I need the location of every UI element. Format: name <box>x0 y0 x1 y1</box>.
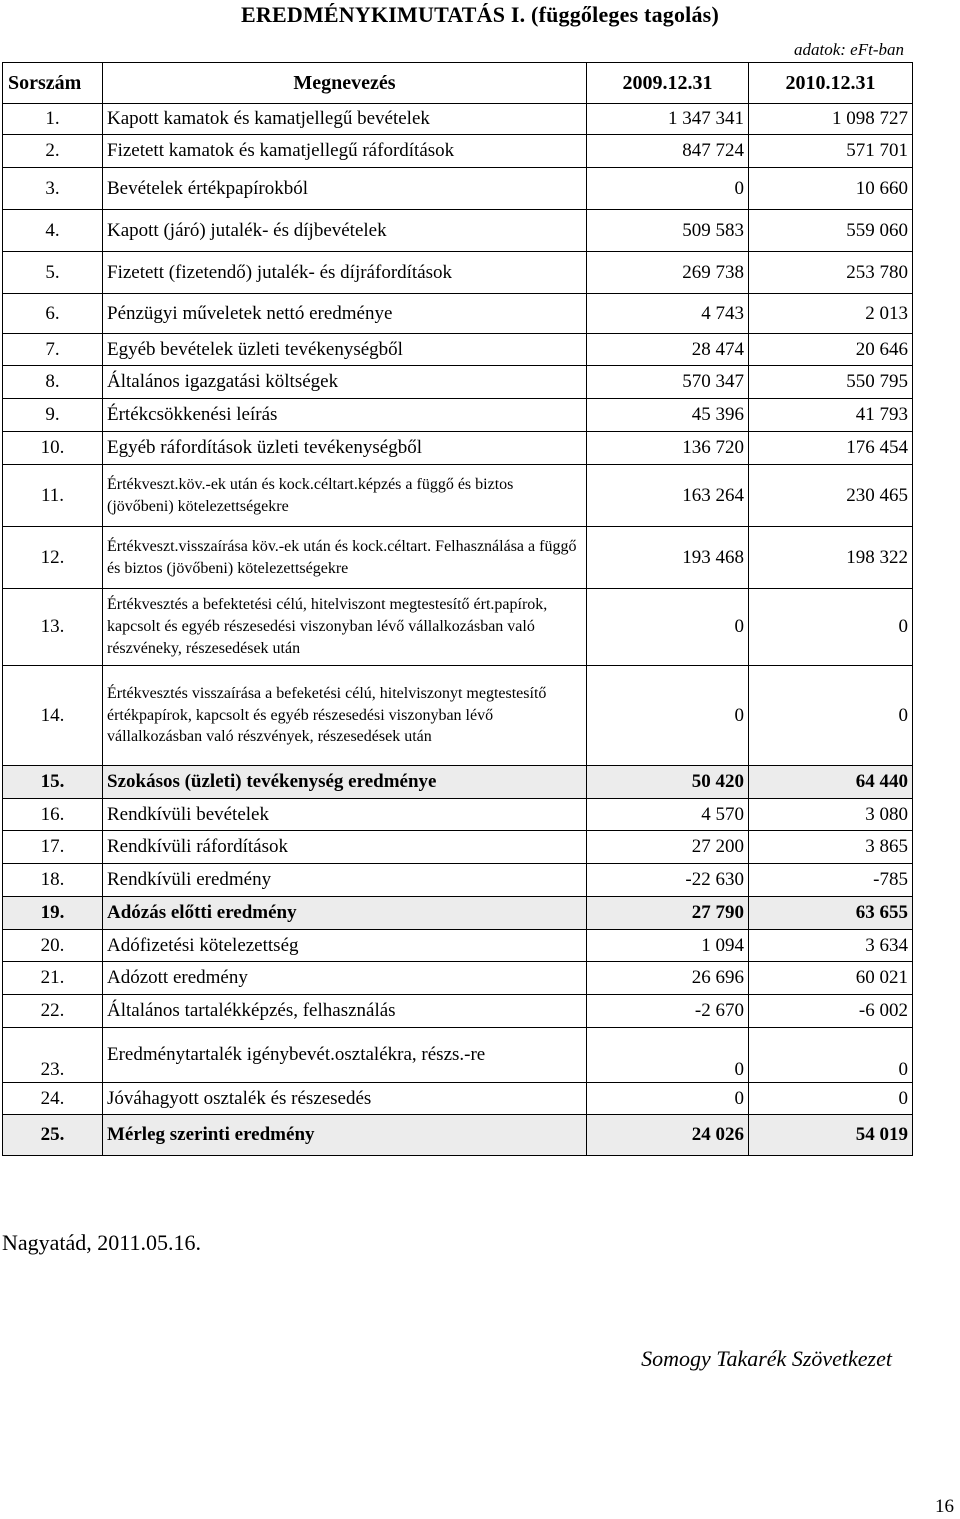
row-number: 4. <box>3 210 103 252</box>
table-row <box>3 432 913 465</box>
row-name: Egyéb bevételek üzleti tevékenységből <box>103 334 587 366</box>
row-number: 16. <box>3 799 103 831</box>
value-2009: 0 <box>587 1083 749 1115</box>
table-row <box>3 864 913 897</box>
row-name: Szokásos (üzleti) tevékenység eredménye <box>103 766 587 799</box>
value-2009: 570 347 <box>587 366 749 399</box>
table-row <box>3 766 913 799</box>
row-name: Jóváhagyott osztalék és részesedés <box>103 1083 587 1115</box>
value-2010: 176 454 <box>749 432 913 465</box>
table-row <box>3 527 913 589</box>
value-2009: 4 570 <box>587 799 749 831</box>
value-2009: 193 468 <box>587 527 749 589</box>
table-row <box>3 799 913 831</box>
value-2009: 4 743 <box>587 294 749 334</box>
row-number: 11. <box>3 465 103 527</box>
value-2010: 63 655 <box>749 897 913 930</box>
value-2009: 0 <box>587 168 749 210</box>
row-name: Adózás előtti eredmény <box>103 897 587 930</box>
row-name: Értékvesztés a befektetési célú, hitelviszont megtestesítő ért.papírok, kapcsolt és egyéb részesedési viszonyban lévő vállalkozásban való részvéneky, részesedések után <box>103 589 587 666</box>
company-name: Somogy Takarék Szövetkezet <box>641 1346 892 1371</box>
value-2010: 230 465 <box>749 465 913 527</box>
value-2009: 1 094 <box>587 930 749 962</box>
table-row <box>3 589 913 666</box>
row-number: 2. <box>3 135 103 168</box>
value-2010: 559 060 <box>749 210 913 252</box>
row-name: Kapott (járó) jutalék- és díjbevételek <box>103 210 587 252</box>
table-row <box>3 1083 913 1115</box>
value-2010: 0 <box>749 589 913 666</box>
value-2009: 28 474 <box>587 334 749 366</box>
row-name: Mérleg szerinti eredmény <box>103 1115 587 1156</box>
row-name: Rendkívüli ráfordítások <box>103 831 587 864</box>
value-2009: 847 724 <box>587 135 749 168</box>
value-2010: 571 701 <box>749 135 913 168</box>
place-date: Nagyatád, 2011.05.16. <box>2 1230 201 1255</box>
row-name: Értékvesztés visszaírása a befeketési célú, hitelviszonyt megtestesítő értékpapírok, kapcsolt és egyéb részesedési viszonyban lévő vállalkozásban való részvények, részesedések után <box>103 666 587 766</box>
row-name: Általános tartalékképzés, felhasználás <box>103 995 587 1028</box>
value-2009: 509 583 <box>587 210 749 252</box>
value-2010: 1 098 727 <box>749 104 913 135</box>
row-name: Értékveszt.köv.-ek után és kock.céltart.képzés a függő és biztos (jövőbeni) kötelezettségekre <box>103 465 587 527</box>
row-number: 25. <box>3 1115 103 1156</box>
row-name: Bevételek értékpapírokból <box>103 168 587 210</box>
table-row <box>3 334 913 366</box>
document-title: EREDMÉNYKIMUTATÁS I. (függőleges tagolás) <box>241 2 719 27</box>
page-number: 16 <box>935 1496 954 1517</box>
value-2010: 54 019 <box>749 1115 913 1156</box>
value-2009: 0 <box>587 1028 749 1083</box>
table-row <box>3 366 913 399</box>
value-2010: 3 865 <box>749 831 913 864</box>
row-name: Fizetett (fizetendő) jutalék- és díjráfordítások <box>103 252 587 294</box>
header-year-2010: 2010.12.31 <box>749 63 913 104</box>
row-name: Rendkívüli bevételek <box>103 799 587 831</box>
value-2010: 550 795 <box>749 366 913 399</box>
row-name: Egyéb ráfordítások üzleti tevékenységből <box>103 432 587 465</box>
unit-note: adatok: eFt-ban <box>794 40 904 59</box>
value-2010: 20 646 <box>749 334 913 366</box>
header-number: Sorszám <box>3 63 103 104</box>
row-number: 19. <box>3 897 103 930</box>
table-row <box>3 104 913 135</box>
row-name: Eredménytartalék igénybevét.osztalékra, részs.-re <box>103 1028 587 1083</box>
table-row <box>3 666 913 766</box>
table-row <box>3 897 913 930</box>
row-number: 17. <box>3 831 103 864</box>
table-row <box>3 1115 913 1156</box>
table-row <box>3 168 913 210</box>
row-number: 1. <box>3 104 103 135</box>
row-number: 21. <box>3 962 103 995</box>
value-2010: 0 <box>749 1083 913 1115</box>
row-name: Adózott eredmény <box>103 962 587 995</box>
row-name: Általános igazgatási költségek <box>103 366 587 399</box>
value-2010: 3 080 <box>749 799 913 831</box>
table-row <box>3 831 913 864</box>
value-2009: 0 <box>587 589 749 666</box>
table-row <box>3 210 913 252</box>
row-name: Értékveszt.visszaírása köv.-ek után és kock.céltart. Felhasználása a függő és biztos (jövőbeni) kötelezettségekre <box>103 527 587 589</box>
table-row <box>3 135 913 168</box>
value-2009: 27 200 <box>587 831 749 864</box>
value-2010: 41 793 <box>749 399 913 432</box>
row-number: 10. <box>3 432 103 465</box>
value-2010: 60 021 <box>749 962 913 995</box>
value-2009: 26 696 <box>587 962 749 995</box>
value-2009: 45 396 <box>587 399 749 432</box>
value-2010: 64 440 <box>749 766 913 799</box>
row-number: 15. <box>3 766 103 799</box>
row-number: 23. <box>3 1028 103 1083</box>
row-name: Fizetett kamatok és kamatjellegű ráfordítások <box>103 135 587 168</box>
value-2009: 0 <box>587 666 749 766</box>
table-row <box>3 399 913 432</box>
value-2009: -2 670 <box>587 995 749 1028</box>
row-name: Pénzügyi műveletek nettó eredménye <box>103 294 587 334</box>
row-number: 9. <box>3 399 103 432</box>
value-2010: 2 013 <box>749 294 913 334</box>
row-number: 22. <box>3 995 103 1028</box>
header-name: Megnevezés <box>103 63 587 104</box>
row-number: 5. <box>3 252 103 294</box>
table-row <box>3 252 913 294</box>
value-2009: 269 738 <box>587 252 749 294</box>
table-row <box>3 930 913 962</box>
header-year-2009: 2009.12.31 <box>587 63 749 104</box>
row-number: 20. <box>3 930 103 962</box>
value-2010: 3 634 <box>749 930 913 962</box>
value-2009: 27 790 <box>587 897 749 930</box>
value-2010: 0 <box>749 1028 913 1083</box>
row-number: 6. <box>3 294 103 334</box>
row-number: 24. <box>3 1083 103 1115</box>
value-2009: 163 264 <box>587 465 749 527</box>
value-2009: -22 630 <box>587 864 749 897</box>
row-name: Kapott kamatok és kamatjellegű bevételek <box>103 104 587 135</box>
row-number: 7. <box>3 334 103 366</box>
row-name: Értékcsökkenési leírás <box>103 399 587 432</box>
value-2010: 10 660 <box>749 168 913 210</box>
value-2009: 1 347 341 <box>587 104 749 135</box>
row-number: 14. <box>3 666 103 766</box>
value-2009: 136 720 <box>587 432 749 465</box>
row-number: 18. <box>3 864 103 897</box>
value-2010: 253 780 <box>749 252 913 294</box>
row-name: Adófizetési kötelezettség <box>103 930 587 962</box>
header-row <box>3 63 913 104</box>
value-2009: 24 026 <box>587 1115 749 1156</box>
table-row <box>3 995 913 1028</box>
value-2009: 50 420 <box>587 766 749 799</box>
row-number: 13. <box>3 589 103 666</box>
value-2010: -6 002 <box>749 995 913 1028</box>
row-number: 8. <box>3 366 103 399</box>
table-row <box>3 962 913 995</box>
row-number: 3. <box>3 168 103 210</box>
table-row <box>3 465 913 527</box>
table-row <box>3 1028 913 1083</box>
row-number: 12. <box>3 527 103 589</box>
value-2010: 198 322 <box>749 527 913 589</box>
table-row <box>3 294 913 334</box>
value-2010: 0 <box>749 666 913 766</box>
value-2010: -785 <box>749 864 913 897</box>
row-name: Rendkívüli eredmény <box>103 864 587 897</box>
income-statement-table <box>2 62 913 1156</box>
